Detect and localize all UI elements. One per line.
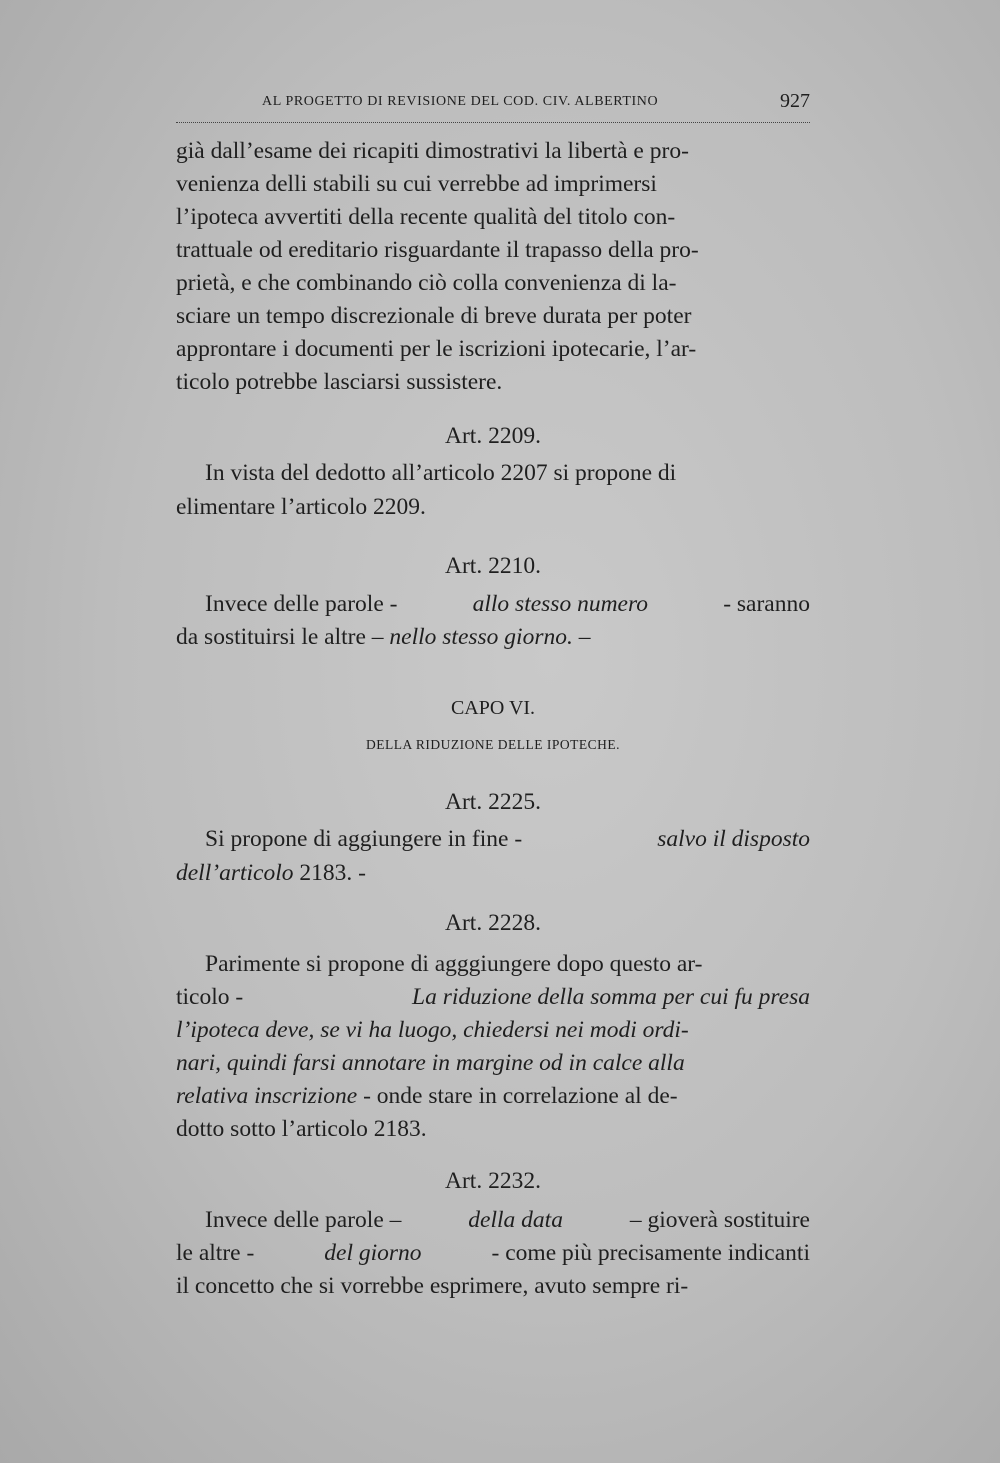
- italic-span: relativa inscrizione: [176, 1083, 358, 1109]
- text-line: prietà, e che combinando ciò colla convenienza di la-: [176, 270, 677, 296]
- italic-span: La riduzione della somma per cui fu presa: [412, 984, 810, 1010]
- italic-span: del giorno: [324, 1240, 422, 1266]
- text-line: trattuale od ereditario risguardante il trapasso della pro-: [176, 237, 699, 263]
- text-line: [176, 620, 810, 654]
- italic-span: salvo il disposto: [657, 826, 810, 852]
- text-line: [176, 1079, 810, 1113]
- text-line: dotto sotto l’articolo 2183.: [176, 1116, 427, 1142]
- text-span: – gioverà sostituire: [629, 1207, 810, 1233]
- italic-span: della data: [468, 1207, 563, 1233]
- text-line: ticolo potrebbe lasciarsi sussistere.: [176, 369, 503, 395]
- chapter-heading: CAPO VI.: [450, 697, 536, 719]
- text-line: sciare un tempo discrezionale di breve durata per poter: [176, 303, 692, 329]
- text-line: il concetto che si vorrebbe esprimere, avuto sempre ri-: [176, 1273, 689, 1299]
- text-line: [176, 1013, 810, 1047]
- text-line: elimentare l’articolo 2209.: [176, 494, 426, 520]
- running-header: [176, 92, 810, 123]
- text-span: 2183. -: [299, 860, 366, 886]
- text-line: [205, 587, 810, 621]
- text-span: - come più precisamente indicanti: [491, 1240, 810, 1266]
- text-span: –: [578, 624, 591, 650]
- italic-span: allo stesso numero: [472, 591, 649, 617]
- text-span: ticolo -: [176, 984, 244, 1010]
- article-heading: Art. 2228.: [445, 910, 541, 936]
- text-span: le altre -: [176, 1240, 255, 1266]
- text-line: venienza delli stabili su cui verrebbe ad imprimersi: [176, 171, 657, 197]
- article-heading: Art. 2225.: [445, 789, 541, 815]
- text-line: [176, 856, 810, 890]
- text-span: - onde stare in correlazione al de-: [363, 1083, 678, 1109]
- chapter-subheading: DELLA RIDUZIONE DELLE IPOTECHE.: [366, 737, 620, 752]
- text-line: In vista del dedotto all’articolo 2207 si propone di: [205, 460, 677, 486]
- text-line: [176, 1236, 810, 1270]
- article-heading: Art. 2210.: [445, 553, 541, 579]
- article-heading: Art. 2209.: [445, 423, 541, 449]
- text-line: l’ipoteca avvertiti della recente qualità del titolo con-: [176, 204, 676, 230]
- text-span: da sostituirsi le altre –: [176, 624, 384, 650]
- text-line: approntare i documenti per le iscrizioni ipotecarie, l’ar-: [176, 336, 697, 362]
- running-title: AL PROGETTO DI REVISIONE DEL COD. CIV. ALBERTINO: [262, 94, 659, 109]
- italic-span: nari, quindi farsi annotare in margine od in calce alla: [176, 1050, 685, 1076]
- text-span: Si propone di aggiungere in fine -: [205, 826, 523, 852]
- text-line: Parimente si propone di agggiungere dopo questo ar-: [205, 951, 703, 977]
- text-span: - saranno: [723, 591, 810, 617]
- text-line: già dall’esame dei ricapiti dimostrativi la libertà e pro-: [176, 138, 689, 164]
- text-span: Invece delle parole -: [205, 591, 398, 617]
- text-line: [176, 1046, 810, 1080]
- text-line: [205, 822, 810, 856]
- article-heading: Art. 2232.: [445, 1168, 541, 1194]
- text-span: Invece delle parole –: [205, 1207, 402, 1233]
- text-line: [176, 980, 810, 1014]
- italic-span: dell’articolo: [176, 860, 294, 886]
- italic-span: nello stesso giorno.: [389, 624, 573, 650]
- text-line: [205, 1203, 810, 1237]
- italic-span: l’ipoteca deve, se vi ha luogo, chiedersi nei modi ordi-: [176, 1017, 689, 1043]
- page-number: 927: [780, 90, 810, 112]
